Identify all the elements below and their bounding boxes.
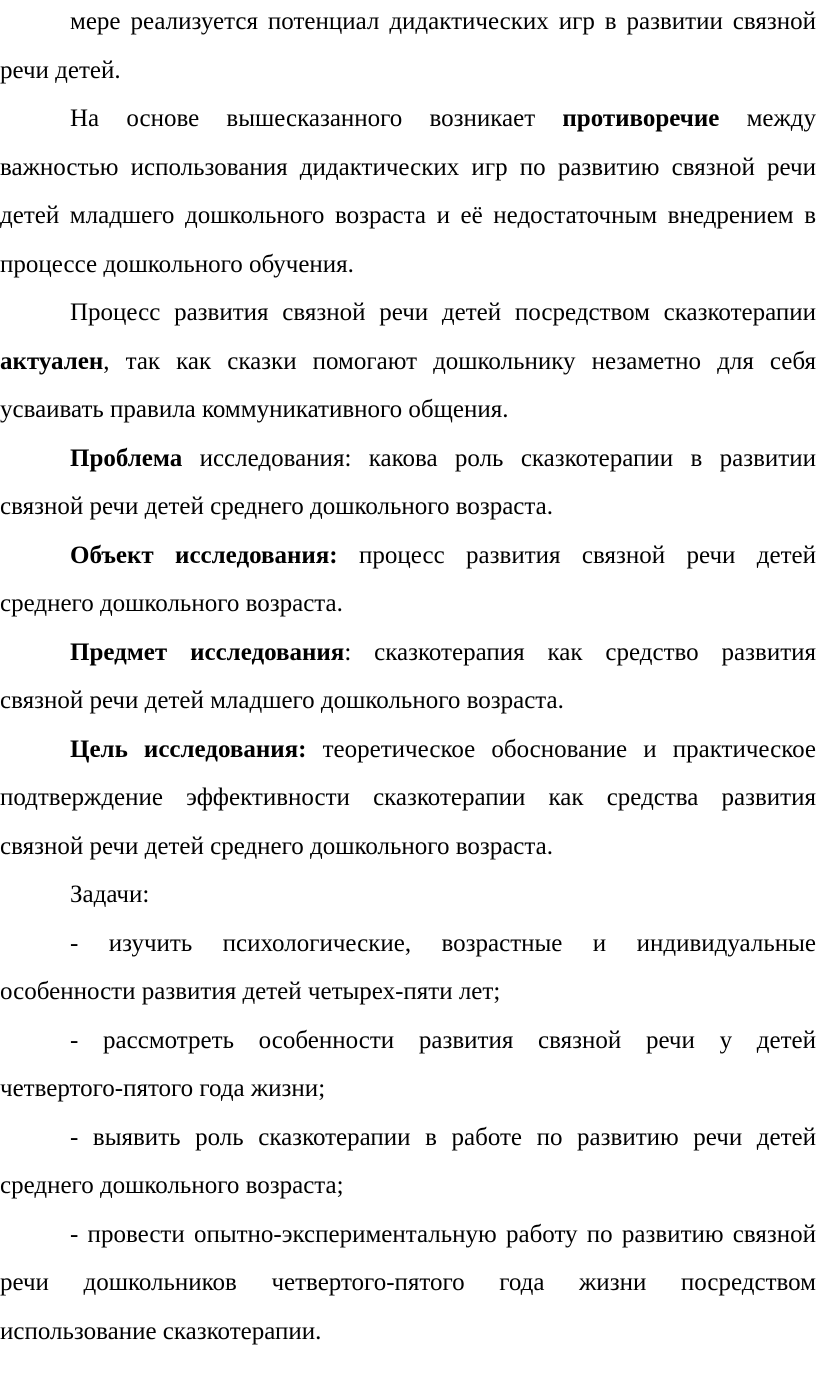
bold-term: Проблема — [70, 444, 183, 472]
task-item: - выявить роль сказкотерапии в работе по развитию речи детей среднего дошкольного возраста; — [0, 1123, 816, 1199]
bold-term: Цель исследования: — [70, 735, 307, 763]
paragraph-text: исследования: какова роль сказкотерапии в развитии связной речи детей среднего дошкольного возраста. — [0, 444, 816, 520]
task-item: - рассмотреть особенности развития связной речи у детей четвертого-пятого года жизни; — [0, 1026, 816, 1102]
task-item: - провести опытно-экспериментальную работу по развитию связной речи дошкольников четвертого-пятого года жизни посредством использование сказкотерапии. — [0, 1220, 816, 1345]
paragraph-object — [0, 532, 816, 629]
paragraph-text: между важностью использования дидактических игр по развитию связной речи детей младшего дошкольного возраста и её недостаточным внедрением в процессе дошкольного обучения. — [0, 105, 816, 278]
paragraph-text: Процесс развития связной речи детей посредством сказкотерапии — [70, 299, 816, 326]
bold-term: актуален — [0, 347, 104, 375]
paragraph-text: процесс развития связной речи детей среднего дошкольного возраста. — [0, 541, 816, 617]
paragraph-continuation: мере реализуется потенциал дидактических игр в развитии связной речи детей. — [0, 8, 816, 84]
paragraph-text: На основе вышесказанного возникает — [70, 105, 563, 132]
paragraph-subject — [0, 629, 816, 726]
paragraph-relevance — [0, 289, 816, 435]
paragraph-goal — [0, 726, 816, 872]
paragraph-contradiction — [0, 95, 816, 289]
paragraph-problem — [0, 435, 816, 532]
task-item: - изучить психологические, возрастные и индивидуальные особенности развития детей четырех-пяти лет; — [0, 929, 816, 1005]
bold-term: противоречие — [562, 105, 720, 132]
paragraph-tasks-heading: Задачи: — [70, 881, 150, 908]
bold-term: Предмет исследования — [70, 638, 345, 666]
bold-term: Объект исследования: — [70, 541, 338, 569]
paragraph-text: , так как сказки помогают дошкольнику незаметно для себя усваивать правила коммуникативного общения. — [0, 347, 816, 423]
paragraph-text: : сказкотерапия как средство развития связной речи детей младшего дошкольного возраста. — [0, 638, 816, 714]
paragraph-text: теоретическое обоснование и практическое подтверждение эффективности сказкотерапии как средства развития связной речи детей среднего дошкольного возраста. — [0, 735, 816, 860]
